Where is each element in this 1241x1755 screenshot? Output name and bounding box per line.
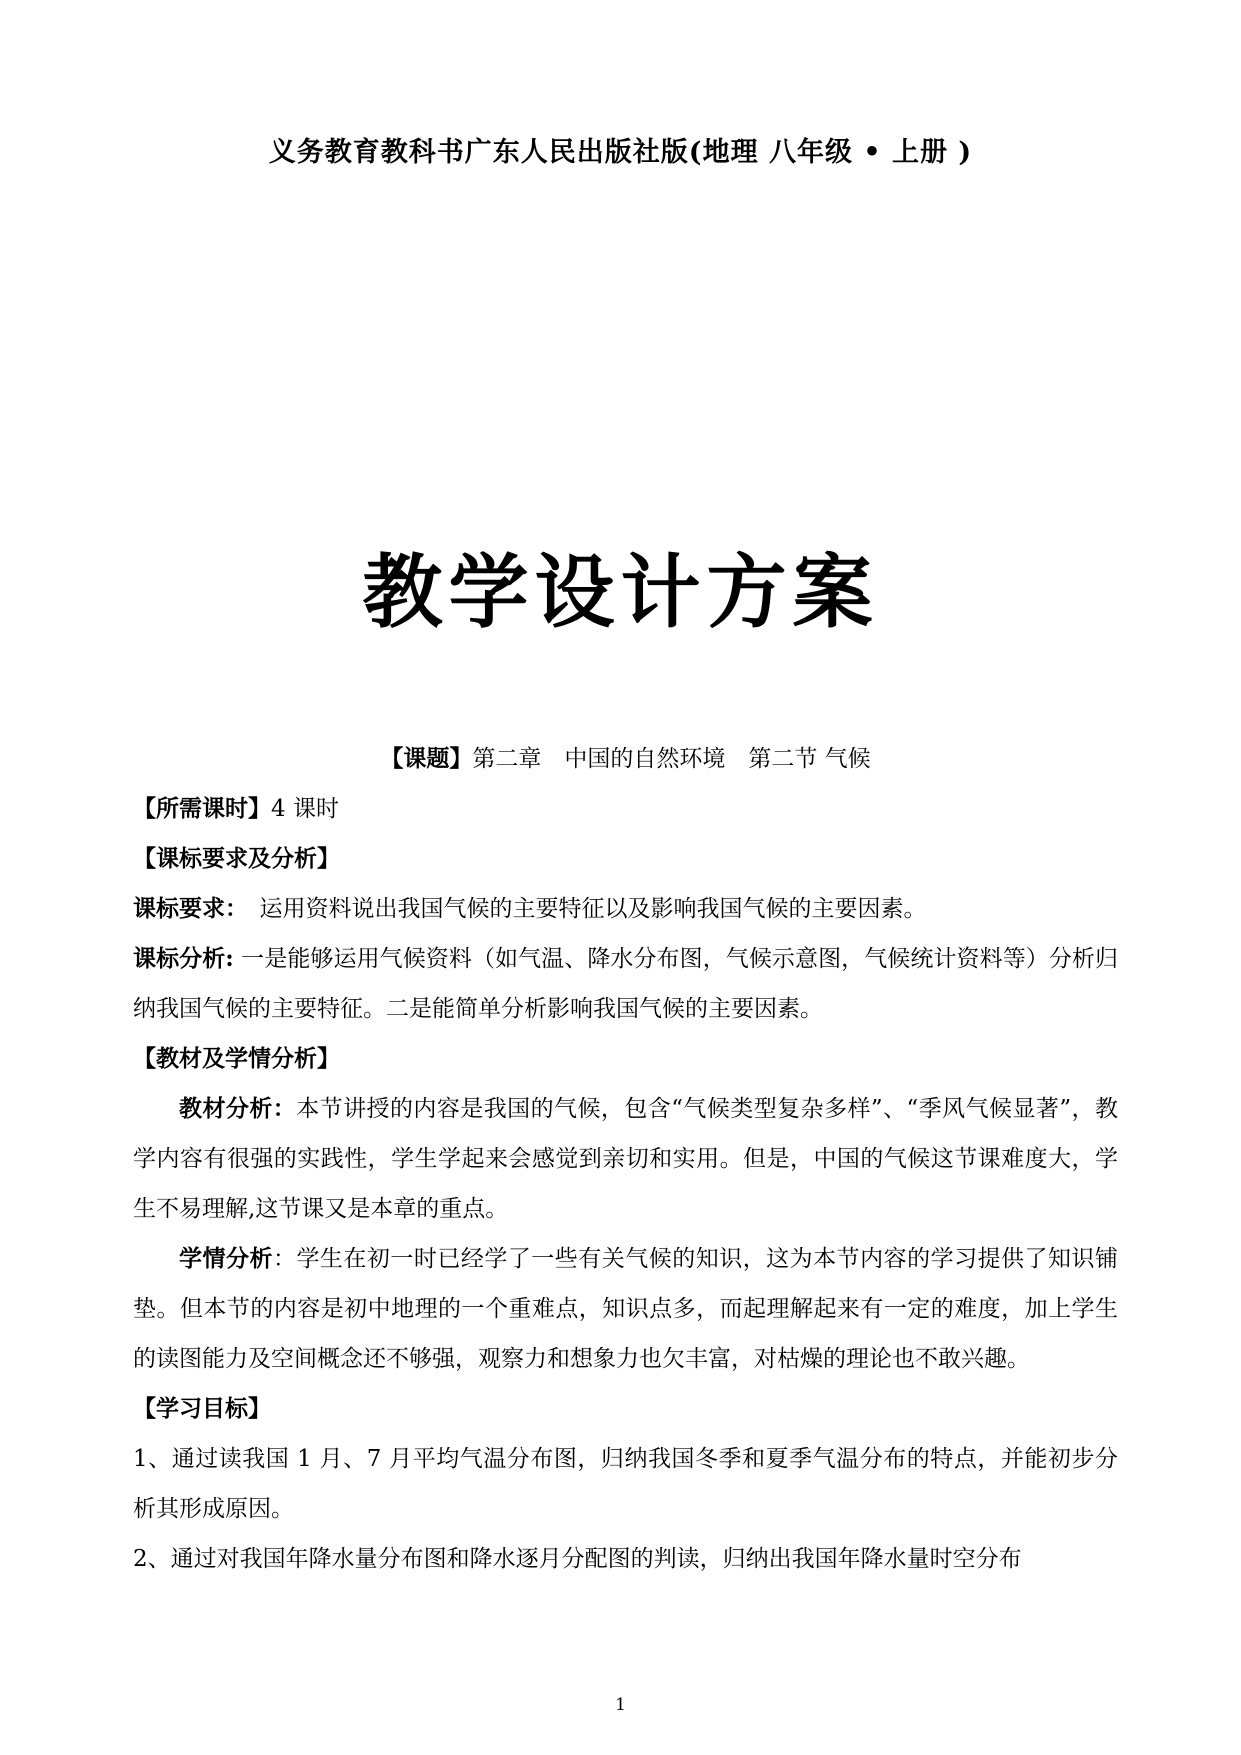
- analysis-text: 一是能够运用气候资料（如气温、降水分布图，气候示意图，气候统计资料等）分析归纳我国气候的主要特征。二是能简单分析影响我国气候的主要因素。: [133, 946, 1118, 1022]
- page-title: 教学设计方案: [362, 545, 879, 639]
- requirement-text: 运用资料说出我国气候的主要特征以及影响我国气候的主要因素。: [236, 896, 927, 922]
- objective-item-2: 2、通过对我国年降水量分布图和降水逐月分配图的判读，归纳出我国年降水量时空分布: [133, 1546, 1022, 1572]
- textbook-label: 教材分析：: [179, 1095, 297, 1122]
- topic-text: 第二章 中国的自然环境 第二节 气候: [472, 746, 871, 772]
- publisher-line: 义务教育教科书广东人民出版社版(地理 八年级 • 上册 ): [268, 137, 973, 168]
- hours-text: 4 课时: [271, 796, 339, 822]
- students-analysis: [133, 1234, 1118, 1384]
- materials-heading: 【教材及学情分析】: [133, 1045, 340, 1072]
- objective-item-1: 1、通过读我国 1 月、7 月平均气温分布图，归纳我国冬季和夏季气温分布的特点，并能初步分析其形成原因。: [133, 1446, 1118, 1522]
- standards-heading: 【课标要求及分析】: [133, 845, 340, 872]
- textbook-analysis: [133, 1084, 1118, 1234]
- analysis-label: 课标分析:: [133, 945, 234, 972]
- hours-line: [133, 784, 1118, 834]
- objectives-heading: 【学习目标】: [133, 1395, 271, 1422]
- requirement-label: 课标要求：: [133, 895, 237, 922]
- standards-requirement: [133, 884, 1118, 934]
- students-label: 学情分析: [179, 1245, 273, 1272]
- textbook-text: 本节讲授的内容是我国的气候，包含“气候类型复杂多样”、“季风气候显著”，教学内容有很强的实践性，学生学起来会感觉到亲切和实用。但是，中国的气候这节课难度大，学生不易理解,这节课又是本章的重点。: [133, 1096, 1119, 1222]
- hours-label: 【所需课时】: [133, 795, 271, 822]
- students-text: ：学生在初一时已经学了一些有关气候的知识，这为本节内容的学习提供了知识铺垫。但本节的内容是初中地理的一个重难点，知识点多，而起理解起来有一定的难度，加上学生的读图能力及空间概念还不够强，观察力和想象力也欠丰富，对枯燥的理论也不敢兴趣。: [133, 1246, 1119, 1372]
- topic-label: 【课题】: [380, 745, 473, 772]
- standards-analysis: [133, 934, 1118, 1034]
- page-number: 1: [615, 1695, 626, 1715]
- topic-line: [133, 734, 1118, 784]
- document-body: [133, 734, 1118, 1584]
